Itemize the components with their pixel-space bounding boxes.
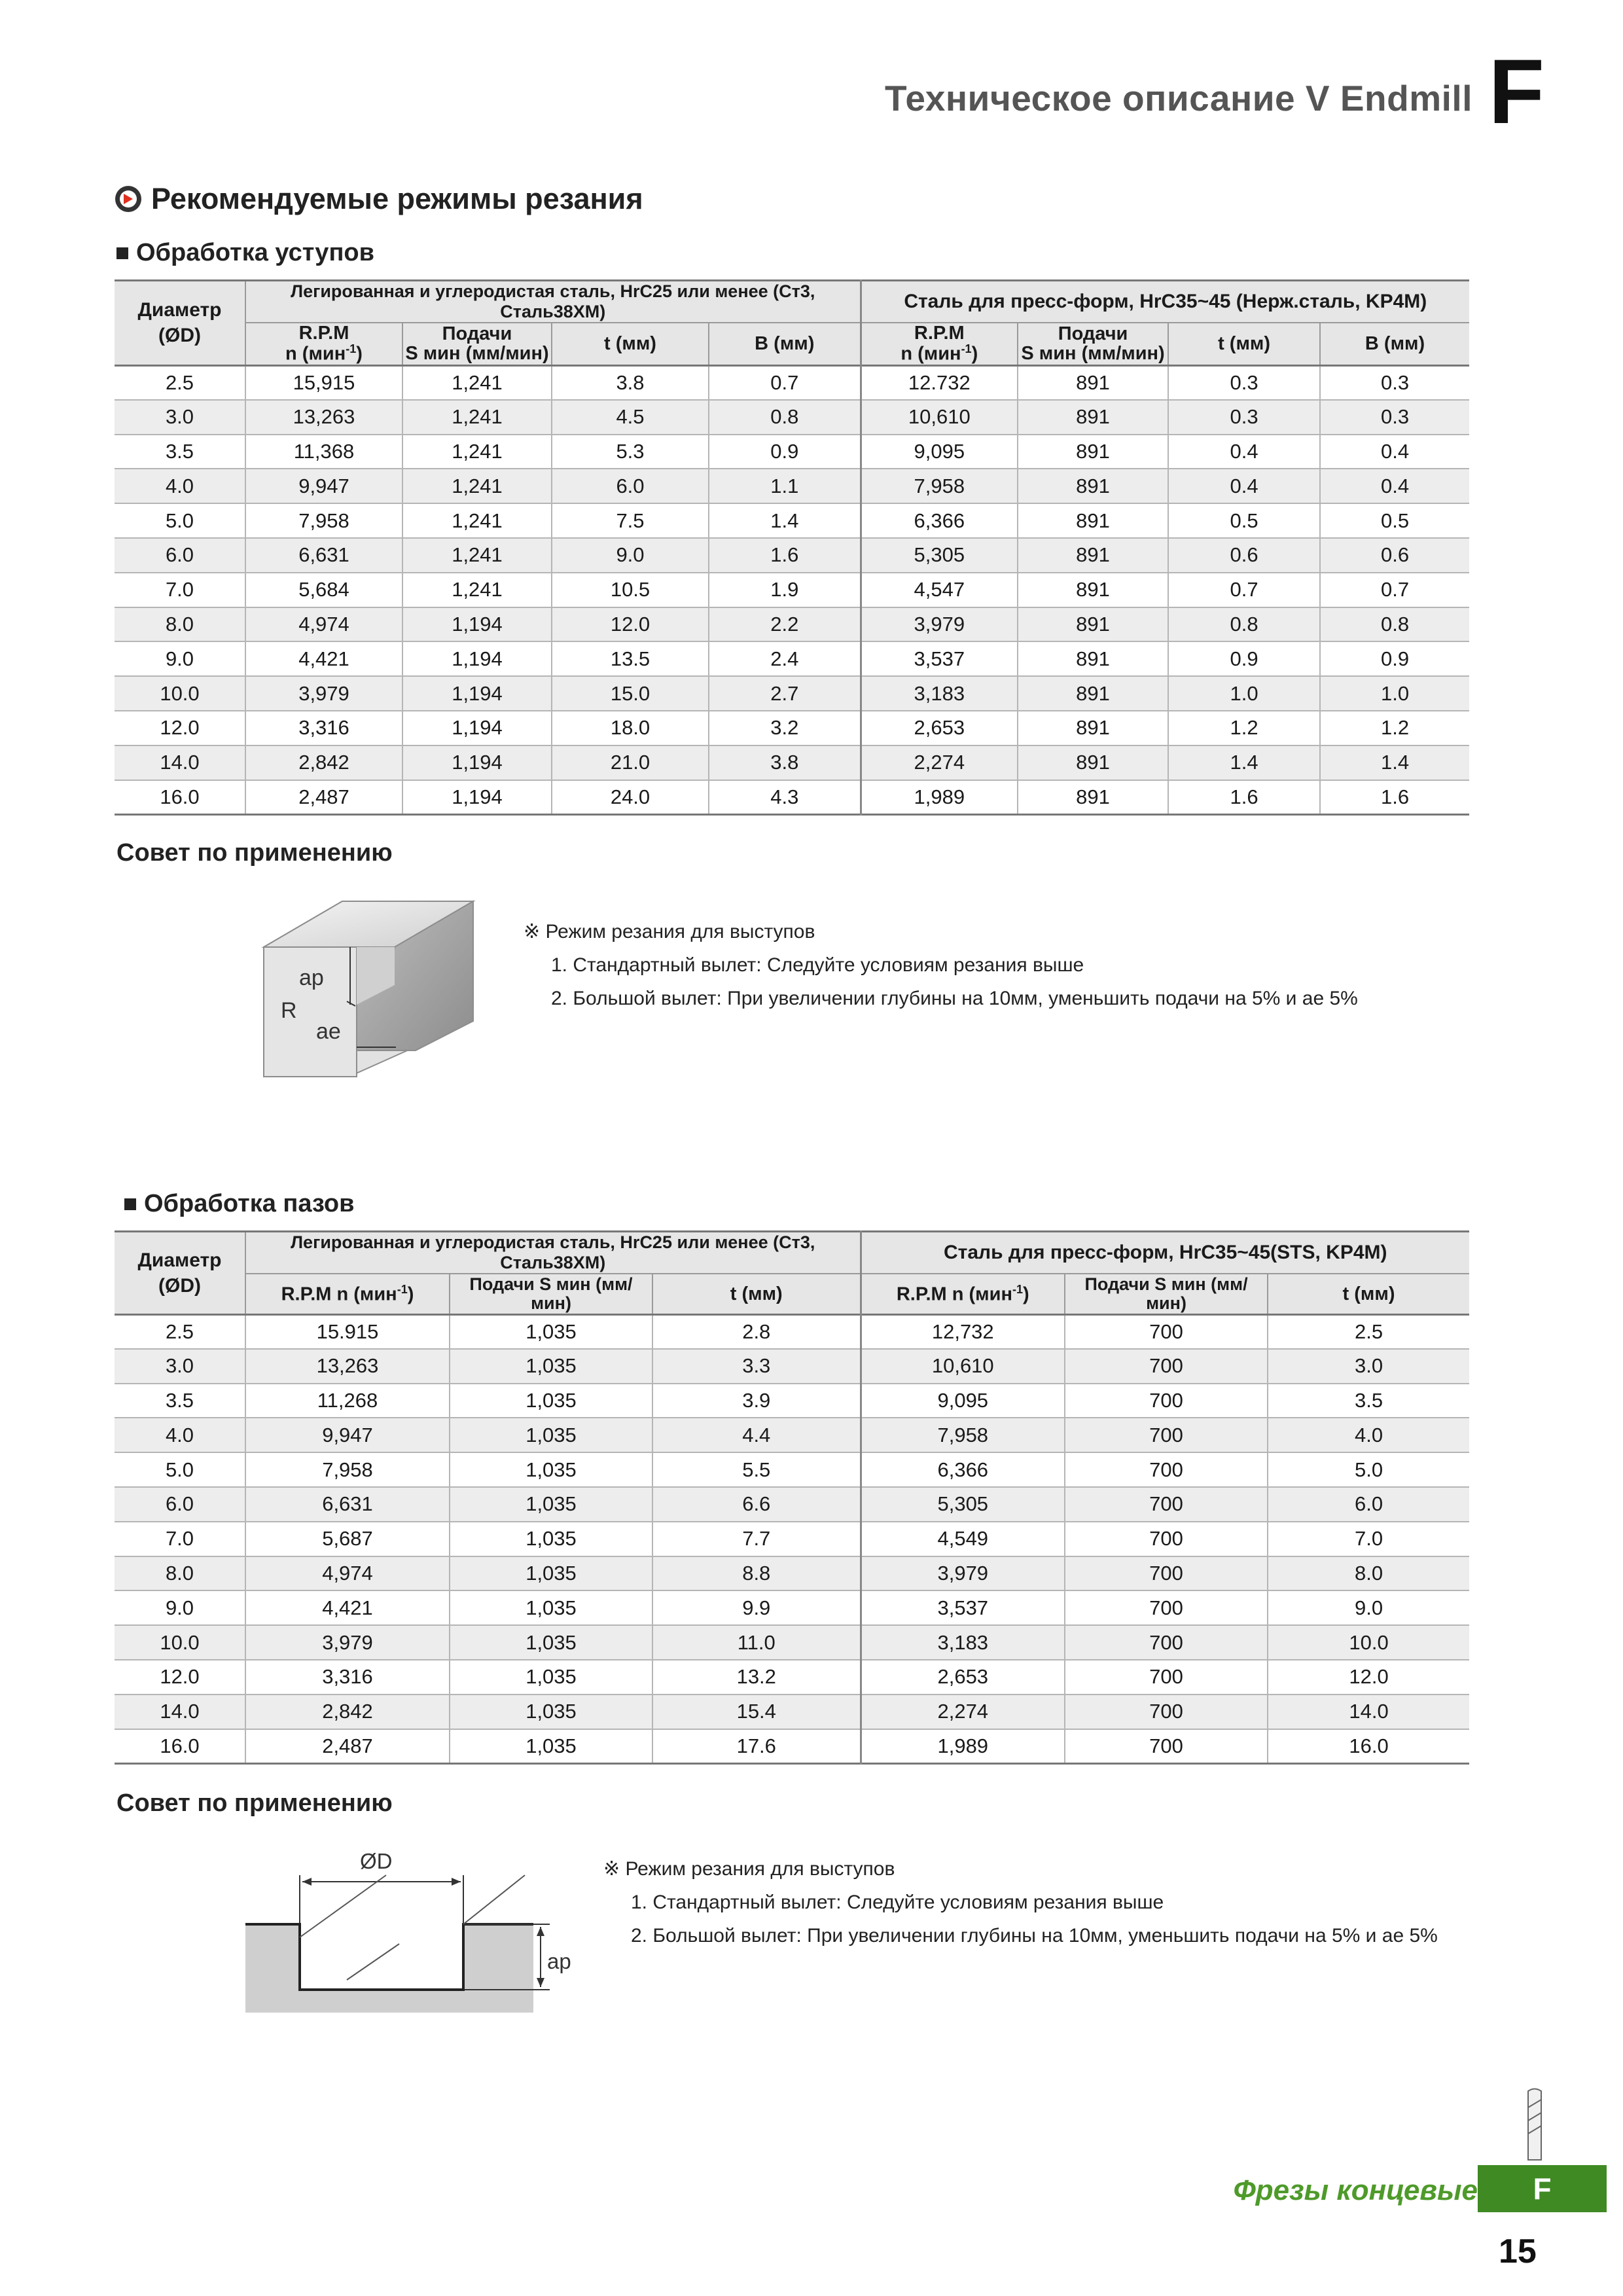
diameter-header: Диаметр (ØD) [115, 1232, 245, 1315]
note-item: 1. Стандартный вылет: Следуйте условиям резания выше [631, 1892, 1164, 1913]
value-cell: 1,035 [450, 1522, 652, 1556]
value-cell: 2,274 [861, 1695, 1065, 1729]
chapter-letter: F [1488, 40, 1544, 143]
slot-subtitle [124, 1190, 355, 1218]
ae-label: ae [316, 1019, 341, 1044]
square-bullet-icon [116, 247, 128, 259]
value-cell: 0.7 [1320, 573, 1469, 607]
rpm-header: R.P.M n (мин$^{-1}$) [245, 323, 402, 365]
value-cell: 5.3 [552, 435, 709, 469]
value-cell: 12,732 [861, 1314, 1065, 1349]
value-cell: 0.6 [1168, 538, 1320, 573]
diameter-cell: 4.0 [115, 469, 245, 503]
value-cell: 700 [1065, 1556, 1268, 1591]
value-cell: 3.2 [709, 711, 861, 745]
value-cell: 15.0 [552, 676, 709, 711]
table-row [115, 711, 1469, 745]
value-cell: 0.8 [709, 400, 861, 435]
value-cell: 891 [1018, 607, 1168, 642]
value-cell: 0.8 [1168, 607, 1320, 642]
value-cell: 6.0 [1268, 1487, 1469, 1522]
value-cell: 1.4 [1320, 745, 1469, 780]
value-cell: 1,241 [402, 435, 552, 469]
diameter-cell: 4.0 [115, 1418, 245, 1452]
value-cell: 1.2 [1320, 711, 1469, 745]
diameter-cell: 16.0 [160, 785, 200, 808]
slot-table [115, 1230, 1469, 1765]
table-row [115, 365, 1469, 400]
value-cell: 1,035 [450, 1418, 652, 1452]
value-cell: 10.0 [1268, 1625, 1469, 1660]
value-cell: 891 [1018, 435, 1168, 469]
table-row [115, 469, 1469, 503]
value-cell: 1.6 [709, 538, 861, 573]
diameter-cell: 3.5 [115, 1384, 245, 1418]
value-cell: 2.7 [709, 676, 861, 711]
diameter-cell: 12.0 [115, 1660, 245, 1695]
note-item: 1. Стандартный вылет: Следуйте условиям резания выше [551, 954, 1084, 976]
material-group-2-header: Сталь для пресс-форм, HrC35~45(STS, KP4M) [861, 1232, 1469, 1274]
page-number: 15 [1499, 2233, 1537, 2270]
value-cell: 1,989 [861, 1729, 1065, 1764]
value-cell: 0.9 [709, 435, 861, 469]
diameter-cell: 7.0 [115, 573, 245, 607]
value-cell: 1,035 [450, 1314, 652, 1349]
diameter-cell: 5.0 [115, 503, 245, 538]
value-cell: 15.915 [245, 1314, 450, 1349]
table-row [115, 1695, 1469, 1729]
value-cell: 1,241 [402, 365, 552, 400]
value-cell: 891 [1018, 711, 1168, 745]
note-item: 2. Большой вылет: При увеличении глубины на 10мм, уменьшить подачи на 5% и ae 5% [631, 1925, 1438, 1946]
value-cell: 0.9 [1168, 641, 1320, 676]
value-cell: 15,915 [245, 365, 402, 400]
diameter-cell: 6.0 [115, 1487, 245, 1522]
table-row [115, 745, 1469, 780]
value-cell: 2.5 [1268, 1314, 1469, 1349]
value-cell: 700 [1065, 1418, 1268, 1452]
value-cell: 0.4 [1320, 435, 1469, 469]
value-cell: 4.4 [652, 1418, 861, 1452]
diameter-cell: 8.0 [115, 1556, 245, 1591]
value-cell: 0.7 [709, 365, 861, 400]
value-cell: 5,305 [861, 1487, 1065, 1522]
value-cell: 9,095 [861, 435, 1018, 469]
value-cell: 10.5 [552, 573, 709, 607]
feed-header: Подачи S мин (мм/мин) [1018, 323, 1168, 365]
ap-label: ap [547, 1949, 571, 1973]
table-row [115, 607, 1469, 642]
value-cell: 891 [1018, 400, 1168, 435]
value-cell: 8.0 [1268, 1556, 1469, 1591]
diameter-cell: 2.5 [115, 1314, 245, 1349]
table-row [115, 1729, 1469, 1764]
value-cell: 10,610 [861, 1349, 1065, 1384]
value-cell: 7.5 [552, 503, 709, 538]
value-cell: 4,549 [861, 1522, 1065, 1556]
value-cell: 11,368 [245, 435, 402, 469]
value-cell: 9,947 [245, 1418, 450, 1452]
t-header: t (мм) [1168, 323, 1320, 365]
value-cell: 3,316 [245, 711, 402, 745]
value-cell: 0.9 [1320, 641, 1469, 676]
diameter-cell: 10.0 [115, 1625, 245, 1660]
value-cell: 3.5 [1268, 1384, 1469, 1418]
table-row [115, 1625, 1469, 1660]
table-row [115, 1556, 1469, 1591]
value-cell: 12.732 [861, 365, 1018, 400]
value-cell: 3,183 [861, 676, 1018, 711]
value-cell: 16.0 [1268, 1729, 1469, 1764]
value-cell: 1,241 [402, 469, 552, 503]
table-row [115, 503, 1469, 538]
value-cell: 1,035 [450, 1452, 652, 1487]
value-cell: 11.0 [652, 1625, 861, 1660]
value-cell: 8.8 [652, 1556, 861, 1591]
table-row [115, 1452, 1469, 1487]
value-cell: 9,095 [861, 1384, 1065, 1418]
shoulder-subtitle-text: Обработка уступов [136, 239, 374, 266]
shoulder-notes [524, 915, 1358, 1015]
value-cell: 1,241 [402, 538, 552, 573]
diameter-cell: 14.0 [115, 745, 245, 780]
value-cell: 2,653 [861, 1660, 1065, 1695]
value-cell: 4,421 [245, 641, 402, 676]
value-cell: 9.0 [552, 538, 709, 573]
table-row [115, 400, 1469, 435]
value-cell: 1,035 [450, 1660, 652, 1695]
value-cell: 700 [1065, 1314, 1268, 1349]
value-cell: 12.0 [1268, 1660, 1469, 1695]
feed-header: Подачи S мин (мм/мин) [450, 1274, 652, 1314]
value-cell: 1,241 [402, 503, 552, 538]
value-cell: 5,305 [861, 538, 1018, 573]
value-cell: 13.5 [552, 641, 709, 676]
value-cell: 1.9 [709, 573, 861, 607]
value-cell: 700 [1065, 1695, 1268, 1729]
value-cell: 700 [1065, 1452, 1268, 1487]
material-group-2-header: Сталь для пресс-форм, HrC35~45 (Нерж.сталь, KP4M) [861, 281, 1469, 323]
value-cell: 0.4 [1320, 469, 1469, 503]
value-cell: 3.9 [652, 1384, 861, 1418]
value-cell: 0.6 [1320, 538, 1469, 573]
od-label: ØD [360, 1849, 393, 1873]
value-cell: 700 [1065, 1729, 1268, 1764]
b-header: B (мм) [1320, 323, 1469, 365]
value-cell: 3,537 [861, 1590, 1065, 1625]
value-cell: 3.8 [552, 365, 709, 400]
value-cell: 0.4 [1168, 435, 1320, 469]
value-cell: 1,035 [450, 1556, 652, 1591]
value-cell: 1.0 [1168, 676, 1320, 711]
endmill-icon [1515, 2088, 1554, 2166]
advice-title: Совет по применению [116, 1789, 393, 1817]
value-cell: 13,263 [245, 400, 402, 435]
value-cell: 13.2 [652, 1660, 861, 1695]
b-header: B (мм) [709, 323, 861, 365]
diameter-cell: 9.0 [115, 1590, 245, 1625]
value-cell: 14.0 [1268, 1695, 1469, 1729]
note-heading: ※ Режим резания для выступов [603, 1858, 895, 1880]
value-cell: 891 [1018, 503, 1168, 538]
value-cell: 3,979 [861, 1556, 1065, 1591]
value-cell: 4.0 [1268, 1418, 1469, 1452]
value-cell: 1,035 [450, 1695, 652, 1729]
value-cell: 0.3 [1320, 365, 1469, 400]
value-cell: 9.0 [1268, 1590, 1469, 1625]
r-label: R [281, 998, 297, 1023]
slot-notes [603, 1852, 1438, 1952]
value-cell: 1,194 [402, 607, 552, 642]
table-row [115, 1418, 1469, 1452]
value-cell: 1,194 [402, 641, 552, 676]
value-cell: 891 [1018, 469, 1168, 503]
material-group-1-header: Легированная и углеродистая сталь, HrC25 или менее (Ст3, Сталь38ХМ) [245, 1232, 861, 1274]
value-cell: 0.7 [1168, 573, 1320, 607]
value-cell: 2,487 [245, 1729, 450, 1764]
value-cell: 3,979 [245, 676, 402, 711]
value-cell: 6.0 [552, 469, 709, 503]
value-cell: 7.0 [1268, 1522, 1469, 1556]
square-bullet-icon [124, 1198, 136, 1210]
diameter-cell: 3.0 [115, 1349, 245, 1384]
value-cell: 2,653 [861, 711, 1018, 745]
table-row [115, 780, 1469, 815]
value-cell: 700 [1065, 1349, 1268, 1384]
diameter-cell: 3.0 [115, 400, 245, 435]
value-cell: 4.3 [709, 780, 861, 815]
table-row [115, 1590, 1469, 1625]
value-cell: 10,610 [861, 400, 1018, 435]
value-cell: 1,241 [402, 400, 552, 435]
value-cell: 17.6 [652, 1729, 861, 1764]
value-cell: 1,035 [450, 1384, 652, 1418]
diameter-cell: 12.0 [115, 711, 245, 745]
arrow-circle-icon [115, 185, 142, 213]
value-cell: 4,547 [861, 573, 1018, 607]
value-cell: 1.1 [709, 469, 861, 503]
section-title-text: Рекомендуемые режимы резания [151, 182, 643, 215]
value-cell: 0.5 [1320, 503, 1469, 538]
value-cell: 2,274 [861, 745, 1018, 780]
value-cell: 3,537 [861, 641, 1018, 676]
advice-title: Совет по применению [116, 839, 393, 867]
value-cell: 700 [1065, 1522, 1268, 1556]
diameter-cell: 16.0 [160, 1734, 200, 1757]
feed-header: Подачи S мин (мм/мин) [1065, 1274, 1268, 1314]
table-row [115, 641, 1469, 676]
value-cell: 1,035 [450, 1487, 652, 1522]
table-row [115, 1384, 1469, 1418]
value-cell: 0.3 [1168, 365, 1320, 400]
slot-subtitle-text: Обработка пазов [144, 1190, 355, 1217]
value-cell: 6,366 [861, 1452, 1065, 1487]
value-cell: 1,035 [450, 1625, 652, 1660]
value-cell: 3,979 [861, 607, 1018, 642]
note-item: 2. Большой вылет: При увеличении глубины на 10мм, уменьшить подачи на 5% и ae 5% [551, 988, 1358, 1009]
value-cell: 3.0 [1268, 1349, 1469, 1384]
rpm-header: R.P.M n (мин$^{-1}$) [245, 1274, 450, 1314]
value-cell: 700 [1065, 1660, 1268, 1695]
value-cell: 0.8 [1320, 607, 1469, 642]
value-cell: 891 [1018, 745, 1168, 780]
value-cell: 6,631 [245, 1487, 450, 1522]
value-cell: 700 [1065, 1590, 1268, 1625]
value-cell: 3,316 [245, 1660, 450, 1695]
diameter-cell: 7.0 [115, 1522, 245, 1556]
value-cell: 700 [1065, 1384, 1268, 1418]
shoulder-table [115, 279, 1469, 816]
value-cell: 11,268 [245, 1384, 450, 1418]
table-row [115, 1660, 1469, 1695]
value-cell: 13,263 [245, 1349, 450, 1384]
diameter-cell: 9.0 [115, 641, 245, 676]
footer-chapter-tab: F [1478, 2165, 1607, 2212]
value-cell: 12.0 [552, 607, 709, 642]
value-cell: 6,631 [245, 538, 402, 573]
diameter-cell: 6.0 [115, 538, 245, 573]
value-cell: 1,035 [450, 1729, 652, 1764]
value-cell: 1,194 [402, 745, 552, 780]
value-cell: 0.3 [1320, 400, 1469, 435]
value-cell: 891 [1018, 780, 1168, 815]
value-cell: 4,974 [245, 1556, 450, 1591]
diameter-cell: 10.0 [115, 676, 245, 711]
rpm-header: R.P.M n (мин$^{-1}$) [861, 323, 1018, 365]
value-cell: 7,958 [245, 503, 402, 538]
value-cell: 21.0 [552, 745, 709, 780]
value-cell: 9.9 [652, 1590, 861, 1625]
value-cell: 4,421 [245, 1590, 450, 1625]
diameter-cell: 5.0 [115, 1452, 245, 1487]
value-cell: 700 [1065, 1625, 1268, 1660]
value-cell: 7.7 [652, 1522, 861, 1556]
value-cell: 1.0 [1320, 676, 1469, 711]
table-row [115, 1522, 1469, 1556]
value-cell: 5.5 [652, 1452, 861, 1487]
feed-header: Подачи S мин (мм/мин) [402, 323, 552, 365]
value-cell: 1,989 [861, 780, 1018, 815]
value-cell: 15.4 [652, 1695, 861, 1729]
diameter-header: Диаметр (ØD) [115, 281, 245, 366]
value-cell: 2.8 [652, 1314, 861, 1349]
t-header: t (мм) [1268, 1274, 1469, 1314]
table-row [115, 538, 1469, 573]
value-cell: 1,194 [402, 676, 552, 711]
table-row [115, 676, 1469, 711]
slot-diagram [242, 1839, 582, 2016]
table-row [115, 1487, 1469, 1522]
value-cell: 4,974 [245, 607, 402, 642]
table-row [115, 1349, 1469, 1384]
value-cell: 1,194 [402, 711, 552, 745]
value-cell: 2,487 [245, 780, 402, 815]
value-cell: 2,842 [245, 745, 402, 780]
value-cell: 7,958 [861, 1418, 1065, 1452]
value-cell: 5,684 [245, 573, 402, 607]
value-cell: 1.4 [1168, 745, 1320, 780]
diameter-cell: 14.0 [115, 1695, 245, 1729]
value-cell: 700 [1065, 1487, 1268, 1522]
value-cell: 1.6 [1320, 780, 1469, 815]
value-cell: 1,194 [402, 780, 552, 815]
value-cell: 891 [1018, 538, 1168, 573]
rpm-header: R.P.M n (мин$^{-1}$) [861, 1274, 1065, 1314]
value-cell: 2.2 [709, 607, 861, 642]
value-cell: 5,687 [245, 1522, 450, 1556]
value-cell: 891 [1018, 365, 1168, 400]
diameter-cell: 2.5 [115, 365, 245, 400]
shoulder-subtitle [116, 239, 374, 267]
value-cell: 18.0 [552, 711, 709, 745]
value-cell: 3,183 [861, 1625, 1065, 1660]
value-cell: 1.2 [1168, 711, 1320, 745]
value-cell: 0.4 [1168, 469, 1320, 503]
value-cell: 24.0 [552, 780, 709, 815]
value-cell: 3.3 [652, 1349, 861, 1384]
diameter-cell: 3.5 [115, 435, 245, 469]
diameter-cell: 8.0 [115, 607, 245, 642]
t-header: t (мм) [552, 323, 709, 365]
t-header: t (мм) [652, 1274, 861, 1314]
value-cell: 6.6 [652, 1487, 861, 1522]
page-header-title: Техническое описание V Endmill [885, 78, 1472, 118]
table-row [115, 1314, 1469, 1349]
value-cell: 891 [1018, 641, 1168, 676]
shoulder-diagram [259, 887, 494, 1083]
value-cell: 3.8 [709, 745, 861, 780]
ap-label: ap [299, 965, 324, 990]
note-heading: ※ Режим резания для выступов [524, 921, 815, 942]
value-cell: 2.4 [709, 641, 861, 676]
value-cell: 9,947 [245, 469, 402, 503]
footer-brand: Фрезы концевые [1233, 2174, 1478, 2206]
value-cell: 1,035 [450, 1590, 652, 1625]
table-row [115, 573, 1469, 607]
value-cell: 1,035 [450, 1349, 652, 1384]
value-cell: 4.5 [552, 400, 709, 435]
value-cell: 0.3 [1168, 400, 1320, 435]
value-cell: 3,979 [245, 1625, 450, 1660]
section-title [115, 182, 643, 216]
value-cell: 5.0 [1268, 1452, 1469, 1487]
value-cell: 2,842 [245, 1695, 450, 1729]
value-cell: 891 [1018, 676, 1168, 711]
value-cell: 0.5 [1168, 503, 1320, 538]
value-cell: 7,958 [861, 469, 1018, 503]
value-cell: 891 [1018, 573, 1168, 607]
value-cell: 1,241 [402, 573, 552, 607]
value-cell: 6,366 [861, 503, 1018, 538]
value-cell: 1.4 [709, 503, 861, 538]
value-cell: 1.6 [1168, 780, 1320, 815]
value-cell: 7,958 [245, 1452, 450, 1487]
table-row [115, 435, 1469, 469]
material-group-1-header: Легированная и углеродистая сталь, HrC25 или менее (Ст3, Сталь38ХМ) [245, 281, 861, 323]
